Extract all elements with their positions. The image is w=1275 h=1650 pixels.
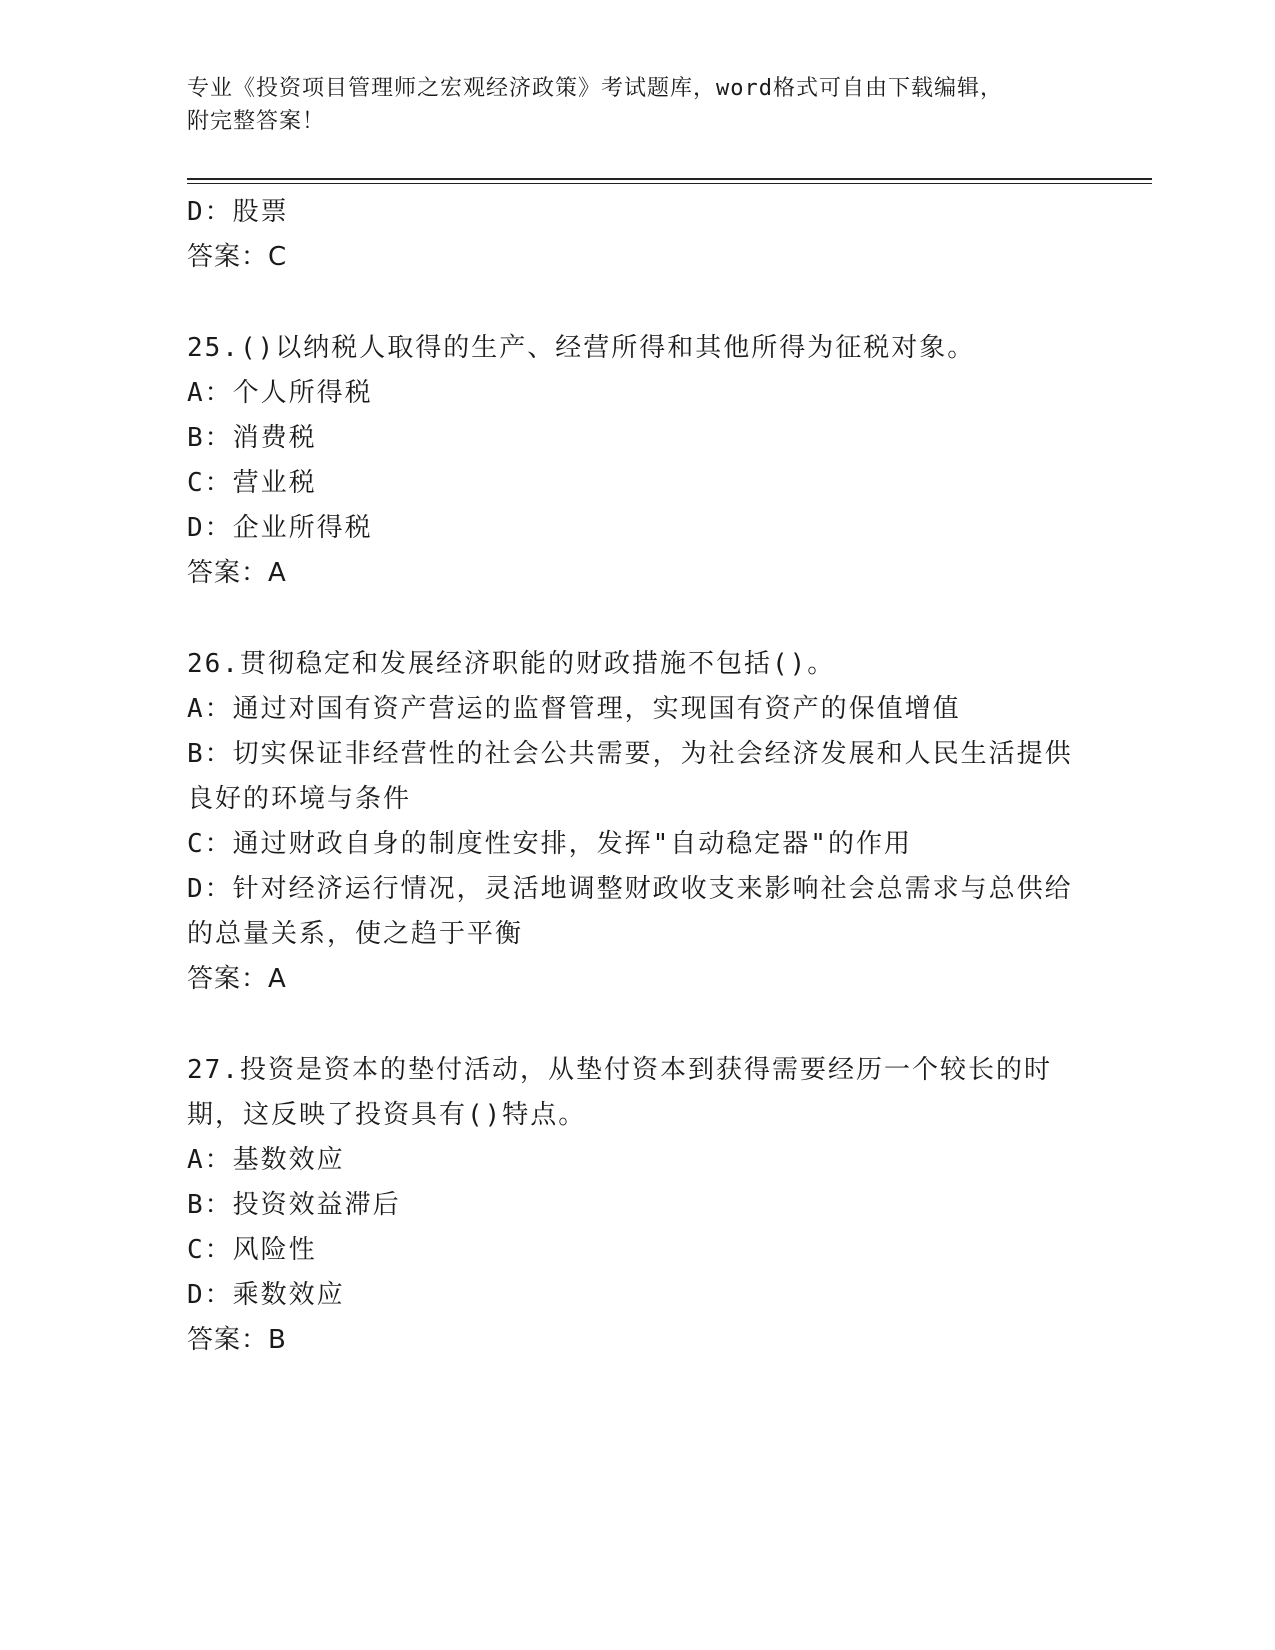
option-d: D：企业所得税 (187, 513, 373, 543)
option-b: B：切实保证非经营性的社会公共需要，为社会经济发展和人民生活提供良好的环境与条件 (187, 739, 1073, 814)
question-stem: 25.()以纳税人取得的生产、经营所得和其他所得为征税对象。 (187, 333, 976, 363)
header-line-1: 专业《投资项目管理师之宏观经济政策》考试题库，word格式可自由下载编辑， (187, 76, 1003, 101)
question-26 (187, 642, 1087, 1002)
header-divider (187, 178, 1152, 184)
answer-line: 答案：A (187, 964, 287, 994)
option-c: C：通过财政自身的制度性安排，发挥"自动稳定器"的作用 (187, 829, 912, 859)
option-c: C：营业税 (187, 468, 317, 498)
answer-line: 答案：C (187, 242, 288, 272)
previous-question-tail (187, 190, 1087, 280)
option-b: B：消费税 (187, 423, 317, 453)
question-27 (187, 1048, 1087, 1363)
option-a: A：个人所得税 (187, 378, 373, 408)
option-d: D：乘数效应 (187, 1280, 345, 1310)
question-list (187, 190, 1087, 1363)
answer-line: 答案：B (187, 1325, 287, 1355)
question-stem: 26.贯彻稳定和发展经济职能的财政措施不包括()。 (187, 649, 836, 679)
option-d: D：针对经济运行情况，灵活地调整财政收支来影响社会总需求与总供给的总量关系，使之趋于平衡 (187, 874, 1073, 949)
question-25 (187, 326, 1087, 596)
header-line-2: 附完整答案！ (187, 109, 326, 134)
document-header (187, 72, 1087, 138)
option-a: A：通过对国有资产营运的监督管理，实现国有资产的保值增值 (187, 694, 961, 724)
question-stem: 27.投资是资本的垫付活动，从垫付资本到获得需要经历一个较长的时期，这反映了投资具有()特点。 (187, 1055, 1052, 1130)
option-b: B：投资效益滞后 (187, 1190, 401, 1220)
answer-line: 答案：A (187, 558, 287, 588)
option-a: A：基数效应 (187, 1145, 345, 1175)
option-c: C：风险性 (187, 1235, 317, 1265)
option-d: D：股票 (187, 197, 289, 227)
